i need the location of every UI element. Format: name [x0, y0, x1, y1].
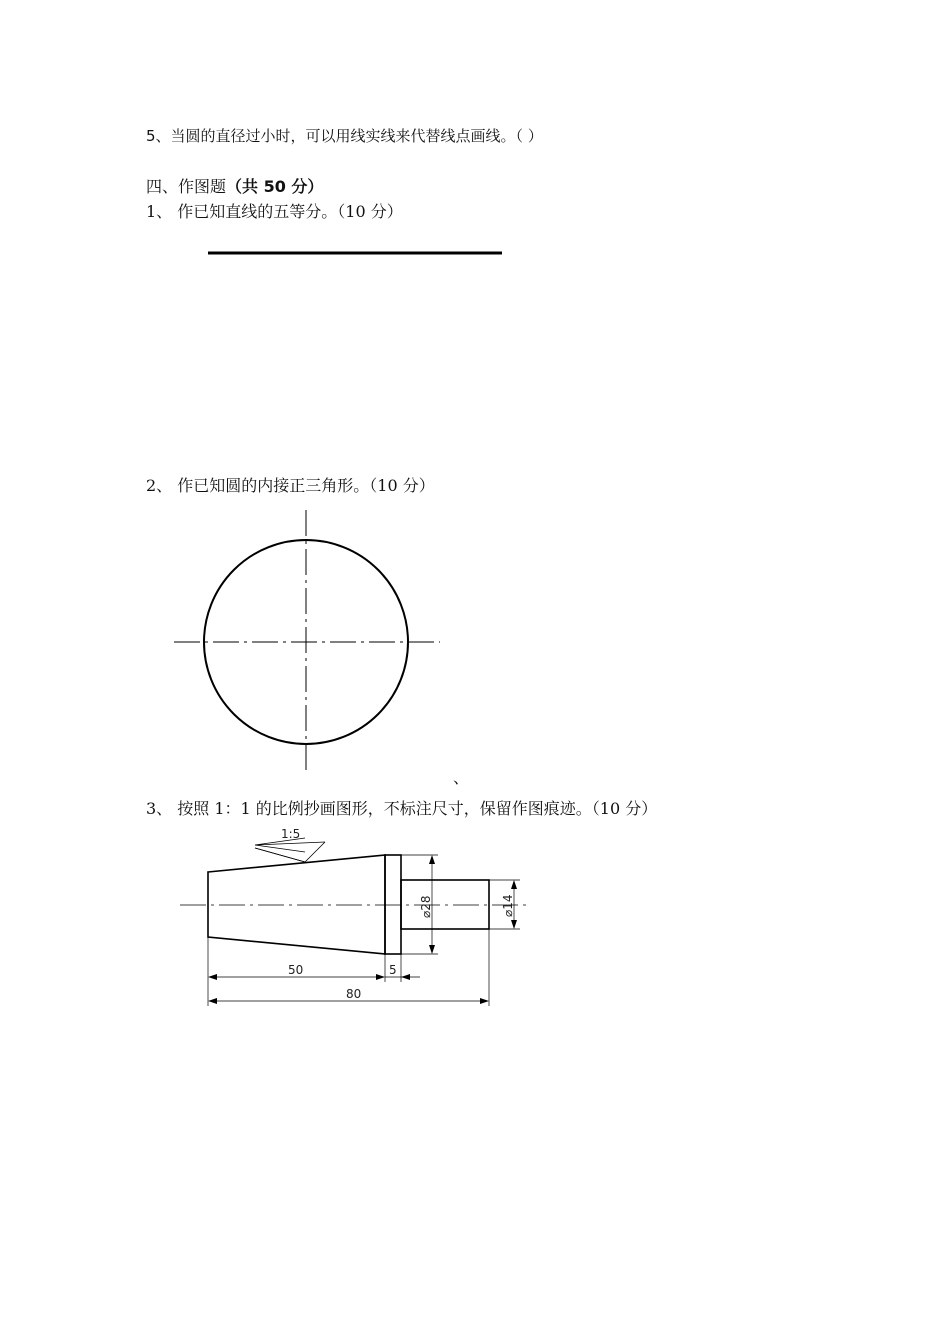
stray-mark: 、 — [453, 768, 470, 787]
small-shaft — [401, 880, 489, 929]
arrow-d28-bottom — [429, 945, 435, 954]
dim-d14-label: ⌀14 — [501, 894, 515, 917]
arrow-50-right — [376, 974, 385, 980]
dim-d28-label: ⌀28 — [419, 895, 433, 918]
arrow-80-left — [208, 998, 217, 1004]
flange — [385, 855, 401, 954]
arrow-d28-top — [429, 855, 435, 864]
section-4-prefix: 四、作图题 — [146, 177, 227, 196]
section-4-points: （共 50 分） — [226, 177, 324, 196]
taper-leader — [305, 842, 325, 862]
arrow-d14-top — [511, 880, 517, 889]
dim-80-label: 80 — [346, 987, 362, 1001]
question-1: 1、 作已知直线的五等分。（10 分） — [146, 202, 403, 221]
arrow-d14-bottom — [511, 920, 517, 929]
question-2: 2、 作已知圆的内接正三角形。（10 分） — [146, 476, 435, 495]
dim-50-label: 50 — [288, 963, 304, 977]
arrow-80-right — [480, 998, 489, 1004]
taper-triangle-bottom — [255, 848, 305, 862]
question-5: 5、当圆的直径过小时，可以用线实线来代替线点画线。（ ） — [146, 127, 543, 145]
circle-figure — [174, 510, 440, 772]
arrow-50-left — [208, 974, 217, 980]
dim-5-label: 5 — [389, 963, 397, 977]
taper-body — [208, 855, 385, 954]
arrow-5-right — [401, 974, 410, 980]
question-3: 3、 按照 1：1 的比例抄画图形，不标注尺寸，保留作图痕迹。（10 分） — [146, 799, 658, 818]
taper-label: 1:5 — [281, 827, 301, 841]
shaft-drawing — [180, 838, 530, 1006]
